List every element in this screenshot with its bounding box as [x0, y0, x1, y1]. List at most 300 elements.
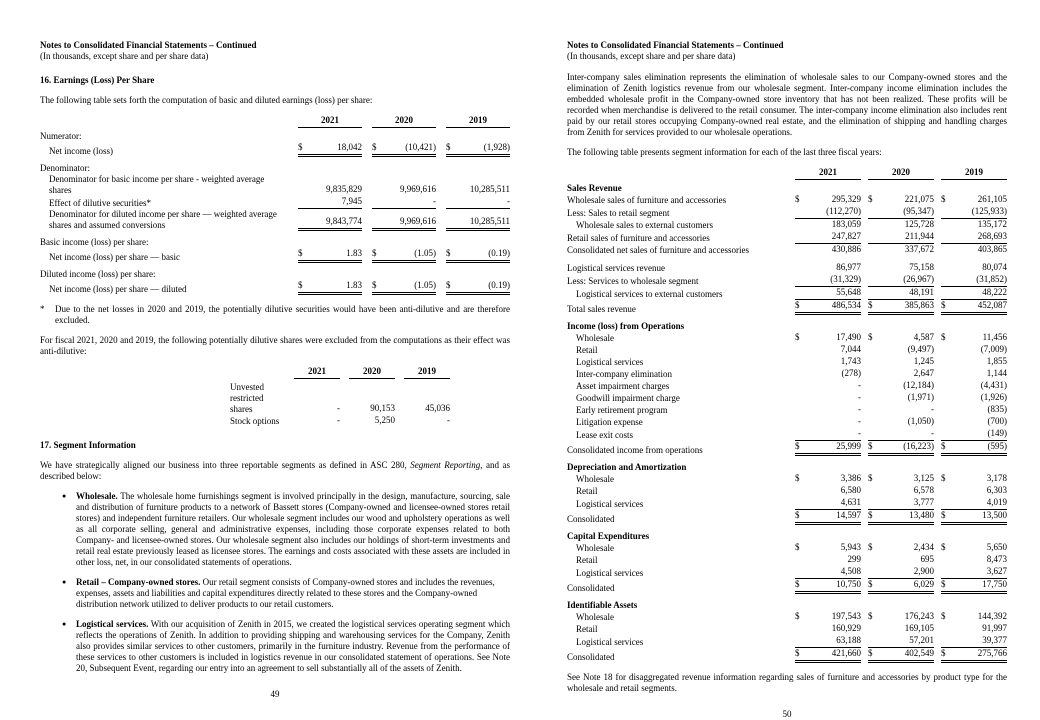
bullet-retail — [62, 577, 510, 610]
value: 8,473 — [986, 554, 1007, 564]
table-row — [567, 554, 1007, 566]
dollar-sign: $ — [795, 611, 800, 621]
value-cell — [372, 184, 436, 196]
value-cell — [868, 244, 934, 256]
antidilutive-intro: For fiscal 2021, 2020 and 2019, the following potentially dilutive shares were excluded from the computations as their effect was anti-dilutive: — [40, 335, 510, 356]
dollar-sign: $ — [795, 510, 800, 520]
value-cell — [294, 403, 340, 415]
value-cell — [372, 248, 436, 263]
dollar-sign: $ — [795, 332, 800, 342]
value: 2,900 — [913, 566, 934, 576]
year-header: 2019 — [941, 167, 1007, 180]
dollar-sign: $ — [372, 142, 377, 152]
table-row — [567, 287, 1007, 300]
dollar-sign: $ — [446, 248, 451, 258]
value: - — [858, 416, 861, 426]
row-label: Asset impairment charges — [576, 381, 670, 391]
dollar-sign: $ — [941, 194, 946, 204]
dollar-sign: $ — [795, 300, 800, 310]
value: 9,843,774 — [326, 216, 362, 226]
value-cell — [298, 216, 362, 231]
table-row — [567, 392, 1007, 404]
table-row — [567, 300, 1007, 315]
table-row — [567, 231, 1007, 244]
row-label: Consolidated net sales of furniture and accessories — [567, 245, 749, 255]
table-row — [567, 635, 1007, 648]
intro-text: We have strategically aligned our business into three reportable segments as defined in ASC 280, — [40, 460, 411, 470]
value-cell — [795, 332, 861, 344]
value-cell — [795, 473, 861, 485]
value: - — [931, 428, 934, 438]
value-cell — [349, 403, 395, 415]
footnote-marker: * — [40, 304, 45, 314]
row-label: Net income (loss) — [49, 146, 113, 156]
value: 17,750 — [982, 579, 1007, 589]
row-label: Wholesale — [576, 612, 614, 622]
dollar-sign: $ — [868, 611, 873, 621]
table-row — [567, 566, 1007, 579]
value-cell — [795, 497, 861, 510]
value-cell — [868, 356, 934, 368]
value: 403,865 — [977, 244, 1007, 254]
value-cell — [795, 416, 861, 428]
value-cell — [795, 368, 861, 380]
value: (9,497) — [907, 344, 934, 354]
row-label: Less: Services to wholesale segment — [567, 276, 699, 286]
value-cell — [941, 404, 1007, 416]
dollar-sign: $ — [941, 542, 946, 552]
value: 402,549 — [904, 648, 934, 658]
value: 6,303 — [986, 485, 1007, 495]
value: 695 — [920, 554, 934, 564]
value-cell — [941, 623, 1007, 635]
dollar-sign: $ — [868, 300, 873, 310]
value-cell — [941, 554, 1007, 566]
year-header: 2020 — [372, 115, 436, 128]
value: 1.83 — [346, 248, 362, 258]
value-cell — [446, 248, 510, 263]
value-cell — [795, 404, 861, 416]
row-label: Logistical services — [576, 357, 644, 367]
value: (4,431) — [980, 380, 1007, 390]
table-row — [567, 262, 1007, 274]
value: - — [433, 196, 436, 206]
row-label: Logistical services — [576, 499, 644, 509]
page-header — [40, 40, 510, 62]
value: 144,392 — [977, 611, 1007, 621]
dollar-sign: $ — [372, 248, 377, 258]
dollar-sign: $ — [795, 579, 800, 589]
intro-italic: Segment Reporting — [410, 460, 481, 470]
value: 385,863 — [904, 300, 934, 310]
section-16-intro: The following table sets forth the computation of basic and diluted earnings (loss) per share: — [40, 95, 373, 105]
value-cell — [941, 416, 1007, 428]
value-cell — [941, 485, 1007, 497]
value-cell — [868, 579, 934, 594]
value: 1,743 — [840, 356, 861, 366]
value: (700) — [987, 416, 1007, 426]
value-cell — [868, 473, 934, 485]
value: 1,245 — [913, 356, 934, 366]
dollar-sign: $ — [941, 441, 946, 451]
table-row — [567, 441, 1007, 456]
value-cell — [795, 219, 861, 231]
year-header: 2020 — [868, 167, 934, 180]
value-cell — [795, 566, 861, 579]
value: (12,184) — [903, 380, 934, 390]
row-label: Less: Sales to retail segment — [567, 208, 670, 218]
value-cell — [868, 231, 934, 244]
value-cell — [446, 280, 510, 295]
value: (835) — [987, 404, 1007, 414]
page-subtitle: (In thousands, except share and per share data) — [567, 51, 736, 61]
value-cell — [795, 392, 861, 404]
value: 86,977 — [836, 262, 861, 272]
row-label: Net income (loss) per share — basic — [49, 252, 180, 262]
row-label: Litigation expense — [576, 417, 643, 427]
value: 247,827 — [831, 231, 861, 241]
table-row — [567, 321, 1007, 332]
table-row — [567, 244, 1007, 256]
row-label: Basic income (loss) per share: — [40, 237, 149, 247]
dollar-sign: $ — [941, 648, 946, 658]
value: 4,631 — [840, 497, 861, 507]
row-label: Effect of dilutive securities* — [49, 198, 152, 208]
value-cell — [941, 566, 1007, 579]
value: (7,009) — [980, 344, 1007, 354]
value-cell — [941, 473, 1007, 485]
table-row — [567, 485, 1007, 497]
table-row — [567, 648, 1007, 663]
value: 221,075 — [904, 194, 934, 204]
value: 9,835,829 — [326, 184, 362, 194]
value-cell — [868, 497, 934, 510]
value: 55,648 — [836, 287, 861, 297]
value: 57,201 — [909, 635, 934, 645]
dollar-sign: $ — [868, 579, 873, 589]
value: 13,500 — [982, 510, 1007, 520]
value: (26,967) — [903, 274, 934, 284]
value-cell — [372, 216, 436, 231]
value-cell — [298, 248, 362, 263]
row-label: Depreciation and Amortization — [567, 462, 687, 472]
value: (95,347) — [903, 206, 934, 216]
table-row — [567, 579, 1007, 594]
year-header: 2019 — [446, 115, 510, 128]
year-header: 2021 — [298, 115, 362, 128]
value: 2,434 — [913, 542, 934, 552]
value: 7,044 — [840, 344, 861, 354]
table-row — [567, 473, 1007, 485]
table-row — [567, 510, 1007, 525]
value: (16,223) — [903, 441, 934, 451]
value-cell — [941, 219, 1007, 231]
table-row — [40, 248, 510, 263]
value-cell — [941, 542, 1007, 554]
value-cell — [298, 280, 362, 295]
value-cell — [941, 428, 1007, 441]
dollar-sign: $ — [868, 542, 873, 552]
value: 90,153 — [370, 403, 395, 413]
value-cell — [298, 142, 362, 157]
dollar-sign: $ — [941, 510, 946, 520]
bullet-icon: ● — [62, 578, 67, 586]
footnote — [40, 304, 510, 326]
value: (112,270) — [826, 206, 861, 216]
table-row — [567, 356, 1007, 368]
value-cell — [941, 344, 1007, 356]
antidilutive-table — [230, 366, 450, 427]
value-cell — [795, 244, 861, 256]
value: 6,029 — [913, 579, 934, 589]
row-label: Sales Revenue — [567, 183, 622, 193]
table-row — [567, 380, 1007, 392]
table-row — [230, 382, 450, 415]
dollar-sign: $ — [795, 194, 800, 204]
value: (31,852) — [976, 274, 1007, 284]
value-cell — [372, 142, 436, 157]
row-label: Consolidated income from operations — [567, 445, 703, 455]
value-cell — [941, 497, 1007, 510]
segment-table-intro: The following table presents segment information for each of the last three fiscal years: — [567, 147, 882, 157]
value-cell — [868, 611, 934, 623]
value: 80,074 — [982, 262, 1007, 272]
dollar-sign: $ — [868, 473, 873, 483]
value: (1,928) — [483, 142, 510, 152]
value-cell — [868, 566, 934, 579]
dollar-sign: $ — [298, 280, 303, 290]
value-cell — [868, 623, 934, 635]
bullet-icon: ● — [62, 620, 67, 628]
year-header: 2019 — [404, 366, 450, 379]
row-label: Lease exit costs — [576, 430, 633, 440]
year-header: 2020 — [349, 366, 395, 379]
value: 268,693 — [977, 231, 1007, 241]
bullet-wholesale — [62, 491, 510, 568]
value: 1,144 — [986, 368, 1007, 378]
value-cell — [941, 287, 1007, 300]
row-label: Retail — [576, 345, 598, 355]
page-title: Notes to Consolidated Financial Statements – Continued — [567, 40, 784, 50]
bullet-text: The wholesale home furnishings segment is involved principally in the design, manufacture, sourcing, sale and distribution of furniture products to a network of Bassett stores (Company-owned and licensee-owned stores retail stores) and independent furniture retailers. Our wholesale segment includes our wood and upholstery operations as well as all corporate selling, general and administrative expenses, including those corporate expenses related to both Company- and licensee-owned stores. Our wholesale segment also includes our holdings of short-term investments and retail real estate previously leased as licensee stores. The earnings and costs associated with these assets are included in other loss, net, in our consolidated statements of operations. — [76, 491, 510, 567]
value-cell — [795, 648, 861, 663]
bullet-text: Our retail segment consists of Company-owned stores and includes the revenues, expenses, assets and liabilities and capital expenditures directly related to these stores and the Company-owned distribution network utilized to deliver products to our retail customers. — [76, 577, 495, 609]
table-row — [40, 174, 510, 196]
row-label: Goodwill impairment charge — [576, 393, 680, 403]
bullet-text: With our acquisition of Zenith in 2015, we created the logistical services operating segment which reflects the operations of Zenith. In addition to providing shipping and warehousing services for the Company, Zenith also provides similar services to other customers, primarily in the furniture industry. Revenue from the performance of these services to other customers is included in logistics revenue in our consolidated statement of operations. See Note 20, Subsequent Event, regarding our entry into an agreement to sell substantially all of the assets of Zenith. — [76, 619, 511, 673]
value-cell — [446, 184, 510, 196]
value-cell — [795, 554, 861, 566]
row-label: Logistical services revenue — [567, 263, 665, 273]
value: 135,172 — [977, 219, 1007, 229]
value-cell — [941, 441, 1007, 456]
value: 5,250 — [374, 415, 395, 425]
year-header: 2021 — [795, 167, 861, 180]
row-label: Numerator: — [40, 131, 82, 141]
row-label: Consolidated — [567, 583, 615, 593]
value-cell — [941, 274, 1007, 287]
value: - — [507, 196, 510, 206]
value: 169,105 — [904, 623, 934, 633]
row-label: Denominator for diluted income per share — weighted average shares and assumed conversions — [49, 209, 277, 230]
table-row — [567, 274, 1007, 287]
value-cell — [941, 368, 1007, 380]
table-row — [40, 196, 510, 209]
value-cell — [795, 485, 861, 497]
value: 197,543 — [831, 611, 861, 621]
value-cell — [941, 380, 1007, 392]
value: 486,534 — [831, 300, 861, 310]
dollar-sign: $ — [446, 142, 451, 152]
value: (0.19) — [488, 280, 510, 290]
value-cell — [795, 344, 861, 356]
value: 14,597 — [836, 510, 861, 520]
bullet-icon: ● — [62, 492, 67, 500]
row-label: Logistical services to external customers — [576, 289, 723, 299]
value-cell — [404, 403, 450, 415]
value: (1,050) — [907, 416, 934, 426]
value: 10,285,511 — [469, 216, 510, 226]
value: 3,386 — [840, 473, 861, 483]
value-cell — [868, 380, 934, 392]
table-row — [40, 280, 510, 295]
value: 17,490 — [836, 332, 861, 342]
value: 6,578 — [913, 485, 934, 495]
row-label: Wholesale — [576, 333, 614, 343]
value-cell — [868, 635, 934, 648]
value-cell — [941, 510, 1007, 525]
table-row — [567, 206, 1007, 219]
value: 9,969,616 — [400, 184, 436, 194]
value-cell — [795, 274, 861, 287]
bullet-body — [76, 619, 510, 674]
row-label: Wholesale sales to external customers — [576, 220, 713, 230]
dollar-sign: $ — [868, 194, 873, 204]
value-cell — [941, 231, 1007, 244]
table-row — [567, 194, 1007, 206]
row-label: Retail — [576, 486, 598, 496]
value-cell — [941, 332, 1007, 344]
intro-text-end: , and as described below: — [40, 460, 510, 481]
row-label: Retail — [576, 555, 598, 565]
row-label: Diluted income (loss) per share: — [40, 269, 156, 279]
value-cell — [795, 231, 861, 244]
value: (1.05) — [414, 248, 436, 258]
value-cell — [868, 274, 934, 287]
table-row — [40, 237, 510, 248]
page-header — [567, 40, 1007, 62]
value: - — [337, 403, 340, 413]
row-label: Total sales revenue — [567, 304, 636, 314]
value: 211,944 — [905, 231, 934, 241]
row-label: Stock options — [230, 416, 280, 426]
value-cell — [795, 542, 861, 554]
dollar-sign: $ — [868, 510, 873, 520]
dollar-sign: $ — [868, 441, 873, 451]
value-cell — [868, 300, 934, 315]
table-row — [567, 600, 1007, 611]
table-row — [40, 209, 510, 231]
value-cell — [795, 441, 861, 456]
section-16-title: 16. Earnings (Loss) Per Share — [40, 75, 155, 85]
table-header-row — [40, 115, 510, 128]
row-label: Net income (loss) per share — diluted — [49, 284, 187, 294]
value-cell — [795, 206, 861, 219]
value-cell — [868, 441, 934, 456]
value-cell — [868, 428, 934, 441]
value: (149) — [987, 428, 1007, 438]
dollar-sign: $ — [795, 473, 800, 483]
value: 452,087 — [977, 300, 1007, 310]
value: (10,421) — [405, 142, 436, 152]
value-cell — [941, 194, 1007, 206]
value: 337,672 — [904, 244, 934, 254]
value-cell — [868, 206, 934, 219]
value-cell — [941, 648, 1007, 663]
value-cell — [795, 380, 861, 392]
row-label: Consolidated — [567, 652, 615, 662]
value: 3,125 — [913, 473, 934, 483]
value-cell — [868, 287, 934, 300]
page-number: 49 — [270, 689, 280, 699]
value-cell — [868, 510, 934, 525]
value-cell — [941, 611, 1007, 623]
value-cell — [868, 485, 934, 497]
value-cell — [795, 287, 861, 300]
value: 39,377 — [982, 635, 1007, 645]
value-cell — [941, 635, 1007, 648]
value: - — [931, 404, 934, 414]
value-cell — [868, 344, 934, 356]
bullet-body — [76, 491, 510, 568]
value: 3,627 — [986, 566, 1007, 576]
bullet-label: Retail – Company-owned stores. — [76, 577, 201, 587]
value: 9,969,616 — [400, 216, 436, 226]
value: 5,650 — [986, 542, 1007, 552]
value-cell — [795, 428, 861, 441]
page-50 — [567, 40, 1007, 720]
value: 10,285,511 — [469, 184, 510, 194]
value-cell — [372, 196, 436, 209]
eps-table — [40, 115, 510, 295]
row-label: Early retirement program — [576, 405, 668, 415]
value-cell — [868, 219, 934, 231]
year-header: 2021 — [294, 366, 340, 379]
row-label: Denominator for basic income per share - weighted average shares — [49, 174, 265, 195]
value: 1,855 — [986, 356, 1007, 366]
table-row — [40, 142, 510, 157]
row-label: Consolidated — [567, 514, 615, 524]
value: (278) — [841, 368, 861, 378]
value: (31,329) — [830, 274, 861, 284]
value-cell — [868, 404, 934, 416]
row-label: Wholesale — [576, 474, 614, 484]
table-header-row — [567, 167, 1007, 180]
dollar-sign: $ — [941, 473, 946, 483]
value-cell — [795, 356, 861, 368]
table-row — [567, 219, 1007, 231]
value: 48,222 — [982, 287, 1007, 297]
value: (1.05) — [414, 280, 436, 290]
value: 75,158 — [909, 262, 934, 272]
value-cell — [446, 142, 510, 157]
table-row — [567, 611, 1007, 623]
value: 299 — [847, 554, 861, 564]
value: (125,933) — [971, 206, 1007, 216]
value: 10,750 — [836, 579, 861, 589]
value-cell — [868, 648, 934, 663]
value-cell — [298, 184, 362, 196]
